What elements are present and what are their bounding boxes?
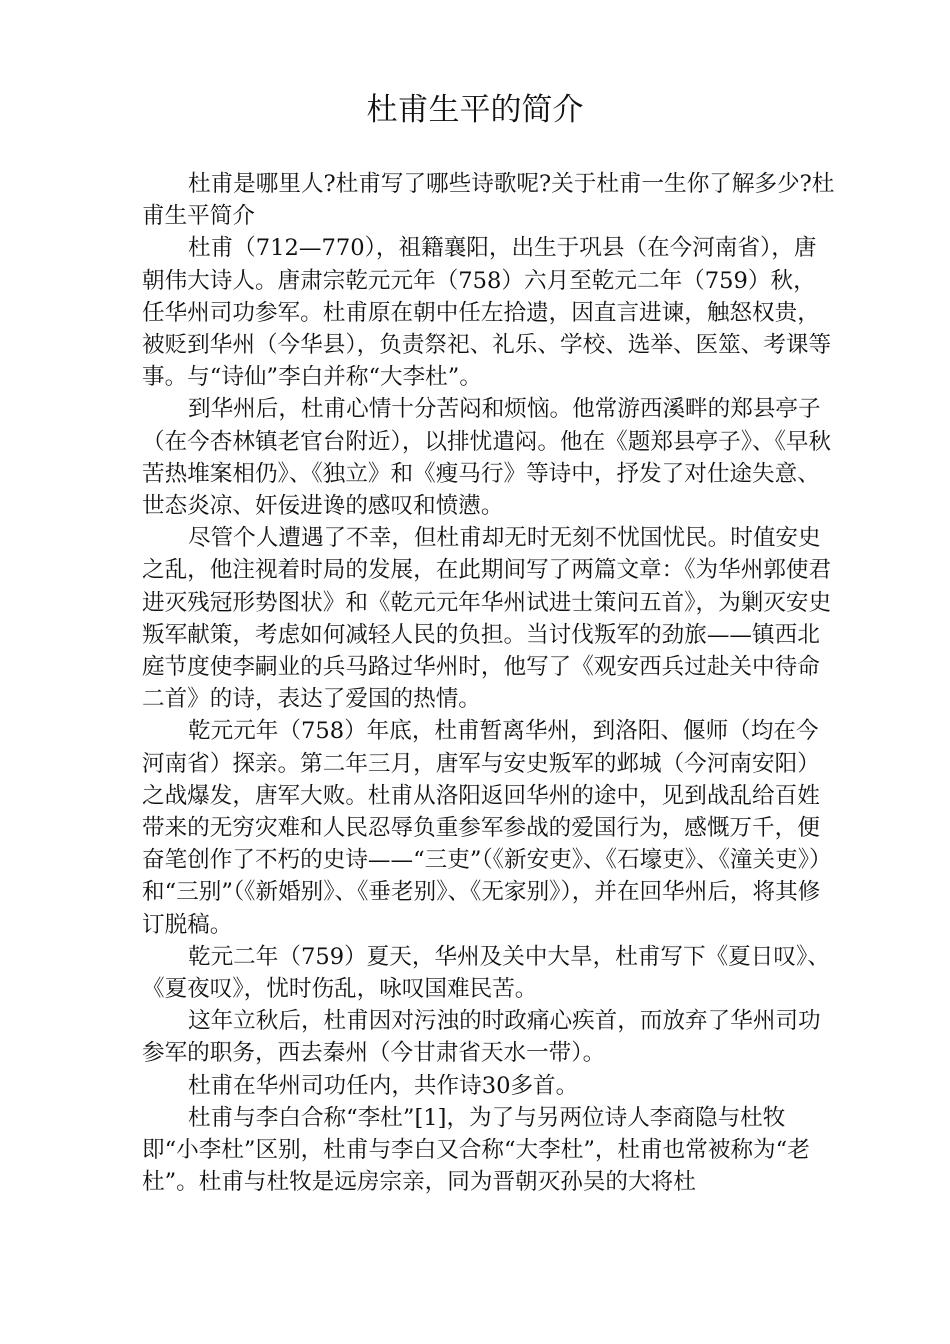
paragraph-poem-count: 杜甫在华州司功任内，共作诗30多首。 [188,1072,579,1099]
paragraph-patriotism: 尽管个人遭遇了不幸，但杜甫却无时无刻不忧国忧民。时值安史之乱，他注视着时局的发展，在此期间写了两篇文章：《为华州郭使君进灭残冠形势图状》和《乾元元年华州试进士策问五首》，为剿灭安史叛军献策，考虑如何减轻人民的负担。当讨伐叛军的劲旅——镇西北庭节度使李嗣业的兵马路过华州时，他写了《观安西兵过赴关中待命二首》的诗，表达了爱国的热情。 [142,525,832,713]
paragraph-li-du: 杜甫与李白合称“李杜”[1]，为了与另两位诗人李商隐与杜牧即“小李杜”区别，杜甫与李白又合称“大李杜”，杜甫也常被称为“老杜”。杜甫与杜牧是远房宗亲，同为晋朝灭孙吴的大将杜 [142,1104,810,1196]
paragraph-biography: 杜甫（712—770），祖籍襄阳，出生于巩县（在今河南省），唐朝伟大诗人。唐肃宗乾元元年（758）六月至乾元二年（759）秋，任华州司功参军。杜甫原在朝中任左拾遗，因直言进谏，触怒权贵，被贬到华州（今华县），负责祭祀、礼乐、学校、选举、医筮、考课等事。与“诗仙”李白并称“大李杜”。 [142,235,832,391]
paragraph-three-officials: 乾元元年（758）年底，杜甫暂离华州，到洛阳、偃师（均在今河南省）探亲。第二年三月，唐军与安史叛军的邺城（今河南安阳）之战爆发，唐军大败。杜甫从洛阳返回华州的途中，见到战乱给百姓带来的无穷灾难和人民忍辱负重参军参战的爱国行为，感慨万千，便奋笔创作了不朽的史诗——“三吏”（《新安吏》、《石壕吏》、《潼关吏》）和“三别”（《新婚别》、《垂老别》、《无家别》），并在回华州后，将其修订脱稿。 [142,718,832,938]
paragraph-intro: 杜甫是哪里人?杜甫写了哪些诗歌呢?关于杜甫一生你了解多少?杜甫生平简介 [142,171,835,230]
paragraph-resignation: 这年立秋后，杜甫因对污浊的时政痛心疾首，而放弃了华州司功参军的职务，西去秦州（今甘肃省天水一带）。 [142,1008,821,1067]
paragraph-huazhou-mood: 到华州后，杜甫心情十分苦闷和烦恼。他常游西溪畔的郑县亭子（在今杏林镇老官台附近），以排忧遣闷。他在《题郑县亭子》、《早秋苦热堆案相仍》、《独立》和《瘦马行》等诗中，抒发了对仕途失意、世态炎凉、奸佞进谗的感叹和愤懑。 [142,396,832,520]
paragraph-drought: 乾元二年（759）夏天，华州及关中大旱，杜甫写下《夏日叹》、《夏夜叹》，忧时伤乱，咏叹国难民苦。 [142,943,830,1003]
document-body [142,168,838,1199]
page-title: 杜甫生平的简介 [366,92,584,128]
